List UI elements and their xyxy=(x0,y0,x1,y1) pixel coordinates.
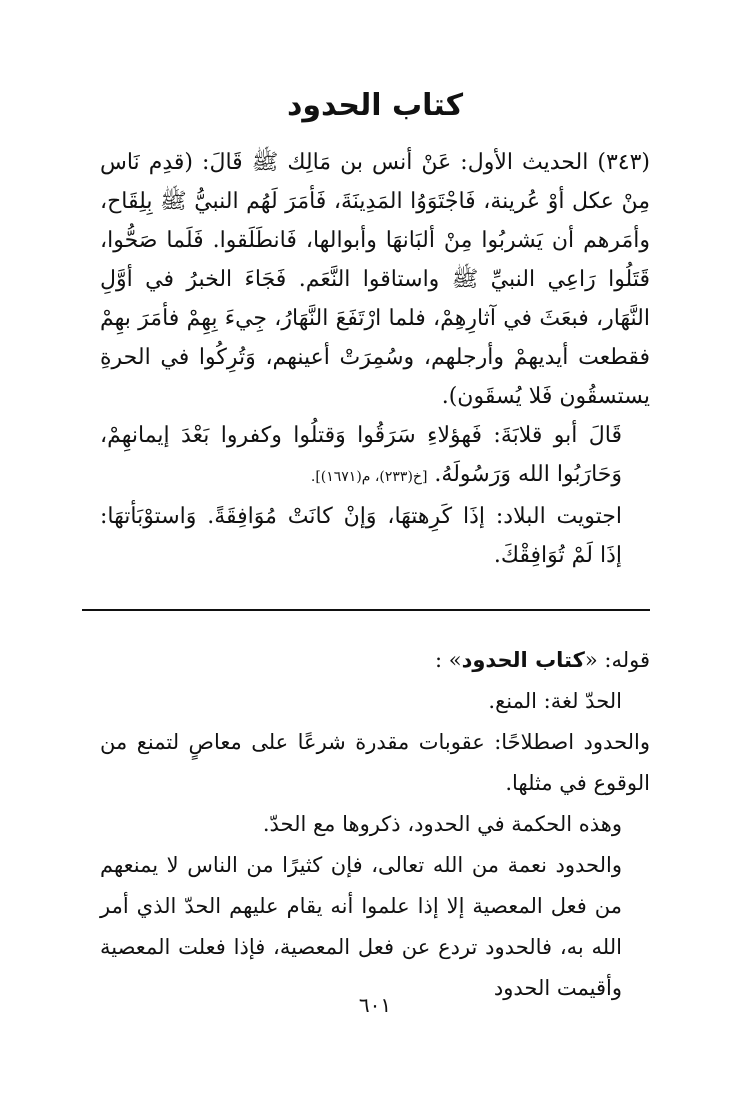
hadith-paragraph: (٣٤٣) الحديث الأول: عَنْ أنس بن مَالِك ﷺ قَالَ: (قدِم نَاس مِنْ عكل أوْ عُرينة، فَاجْتَوَوُا المَدِينَةَ، فَأمَرَ لَهُم النبيُّ ﷺ بِلِقَاح، وأمَرهم أن يَشربُوا مِنْ ألبَانهَا وأبوالها، فَانطَلَقوا. فَلَما صَحُّوا، قَتَلُوا رَاعِي النبيِّ ﷺ واستاقوا النَّعَم. فَجَاءَ الخبرُ في أوَّلِ النَّهَار، فبعَثَ في آثارِهِمْ، فلما ارْتَفَعَ النَّهَارُ، جِيءَ بِهِمْ فأمَرَ بهِمْ فقطعت أيديهمْ وأرجلهم، وسُمِرَتْ أعينهم، وَتُرِكُوا في الحرةِ يستسقُون فَلا يُسقَون). xyxy=(100,150,650,409)
commentary-heading-prefix: قوله: « xyxy=(584,648,650,672)
footnote-divider xyxy=(82,609,650,611)
commentary-heading-title: كتاب الحدود xyxy=(461,648,585,672)
source-reference: [خ(٢٣٣)، م(١٦٧١)]. xyxy=(310,469,428,485)
chapter-title: كتاب الحدود xyxy=(286,88,464,123)
commentary-heading-suffix: » : xyxy=(434,648,462,672)
page-number: ٦٠١ xyxy=(358,993,392,1017)
commentary-paragraph-4: والحدود نعمة من الله تعالى، فإن كثيرًا من الناس لا يمنعهم من فعل المعصية إلا إذا علموا أنه يقام عليهم الحدّ الذي أمر الله به، فالحدود تردع عن فعل المعصية، فإذا فعلت المعصية وأقيمت الحدود xyxy=(100,853,622,1000)
commentary-section xyxy=(100,640,650,1009)
hadith-text xyxy=(100,143,650,575)
narrator-text: قَالَ أبو قلابَةَ: فَهؤلاءِ سَرَقُوا وَقتلُوا وكفروا بَعْدَ إيمانهِمْ، وَحَارَبُوا الله وَرَسُولَهُ. xyxy=(100,423,622,487)
commentary-paragraph-3: وهذه الحكمة في الحدود، ذكروها مع الحدّ. xyxy=(262,812,622,836)
commentary-paragraph-2: والحدود اصطلاحًا: عقوبات مقدرة شرعًا على معاصٍ لتمنع من الوقوع في مثلها. xyxy=(100,730,650,795)
commentary-paragraph-1: الحدّ لغة: المنع. xyxy=(488,689,622,713)
narrator-commentary xyxy=(100,416,650,497)
commentary-heading xyxy=(100,640,650,681)
vocabulary-note: اجتويت البلاد: إذَا كَرِهتهَا، وَإنْ كانَتْ مُوَافِقَةً. وَاستوْبَأتهَا: إذَا لَمْ تُوَافِقْكَ. xyxy=(100,504,622,568)
